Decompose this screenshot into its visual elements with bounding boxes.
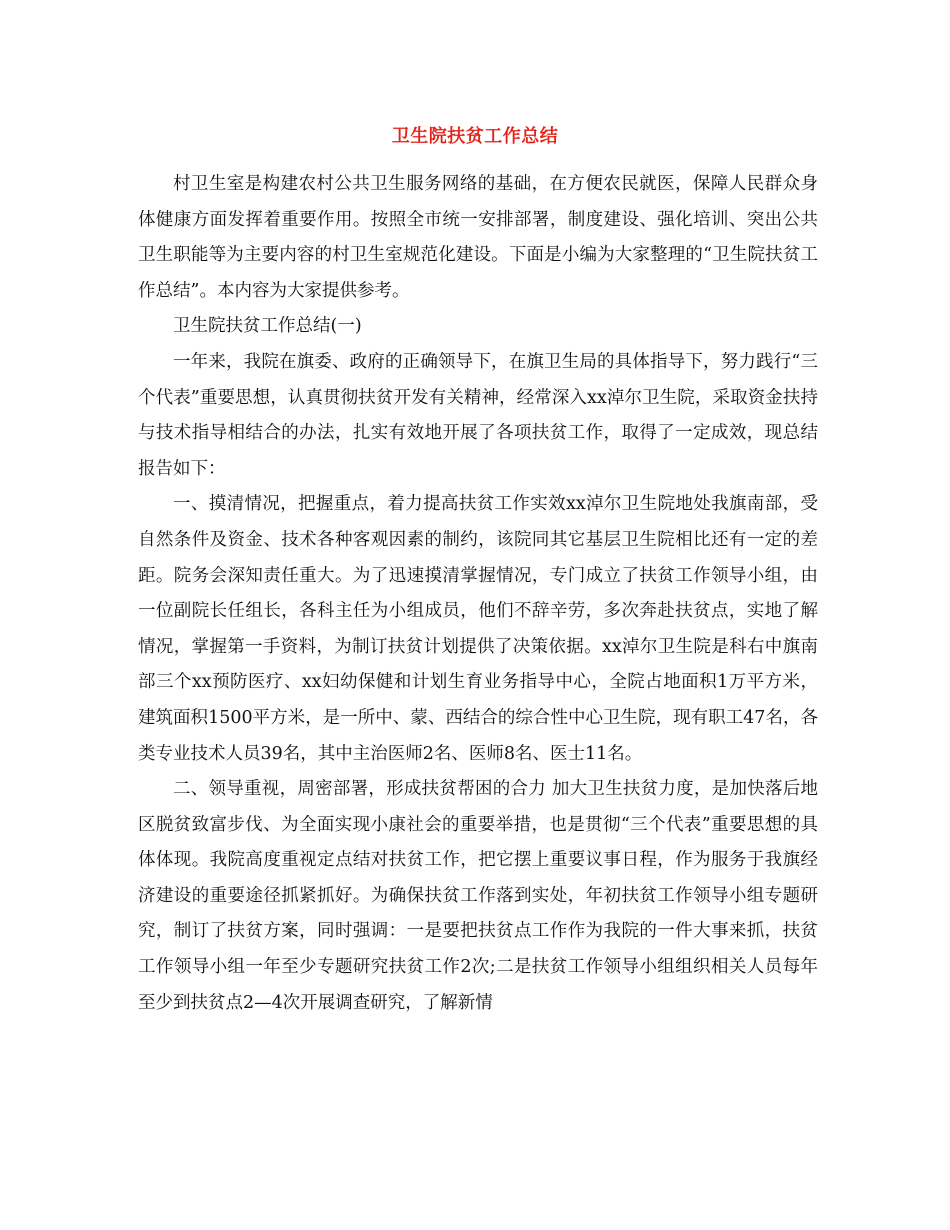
document-body [138, 167, 818, 1021]
body-paragraph: 一年来，我院在旗委、政府的正确领导下，在旗卫生局的具体指导下，努力践行“三个代表”重要思想，认真贯彻扶贫开发有关精神，经常深入xx淖尔卫生院，采取资金扶持与技术指导相结合的办法，扎实有效地开展了各项扶贫工作，取得了一定成效，现总结报告如下： [138, 351, 818, 479]
document-title: 卫生院扶贫工作总结 [391, 126, 559, 147]
body-paragraph: 一、摸清情况，把握重点，着力提高扶贫工作实效xx淖尔卫生院地处我旗南部，受自然条件及资金、技术各种客观因素的制约，该院同其它基层卫生院相比还有一定的差距。院务会深知责任重大。为了迅速摸清掌握情况，专门成立了扶贫工作领导小组，由一位副院长任组长，各科主任为小组成员，他们不辞辛劳，多次奔赴扶贫点，实地了解情况，掌握第一手资料，为制订扶贫计划提供了决策依据。xx淖尔卫生院是科右中旗南部三个xx预防医疗、xx妇幼保健和计划生育业务指导中心，全院占地面积1万平方米，建筑面积1500平方米，是一所中、蒙、西结合的综合性中心卫生院，现有职工47名，各类专业技术人员39名，其中主治医师2名、医师8名、医士11名。 [138, 494, 818, 764]
body-paragraph-intro: 村卫生室是构建农村公共卫生服务网络的基础，在方便农民就医，保障人民群众身体健康方面发挥着重要作用。按照全市统一安排部署，制度建设、强化培训、突出公共卫生职能等为主要内容的村卫生室规范化建设。下面是小编为大家整理的“卫生院扶贫工作总结”。本内容为大家提供参考。 [138, 174, 818, 301]
body-paragraph: 二、领导重视，周密部署，形成扶贫帮困的合力 加大卫生扶贫力度，是加快落后地区脱贫致富步伐、为全面实现小康社会的重要举措，也是贯彻“三个代表”重要思想的具体体现。我院高度重视定点结对扶贫工作，把它摆上重要议事日程，作为服务于我旗经济建设的重要途径抓紧抓好。为确保扶贫工作落到实处，年初扶贫工作领导小组专题研究，制订了扶贫方案，同时强调：一是要把扶贫点工作作为我院的一件大事来抓，扶贫工作领导小组一年至少专题研究扶贫工作2次;二是扶贫工作领导小组组织相关人员每年至少到扶贫点2—4次开展调查研究，了解新情 [138, 779, 818, 1013]
section-heading: 卫生院扶贫工作总结(一) [173, 316, 362, 337]
